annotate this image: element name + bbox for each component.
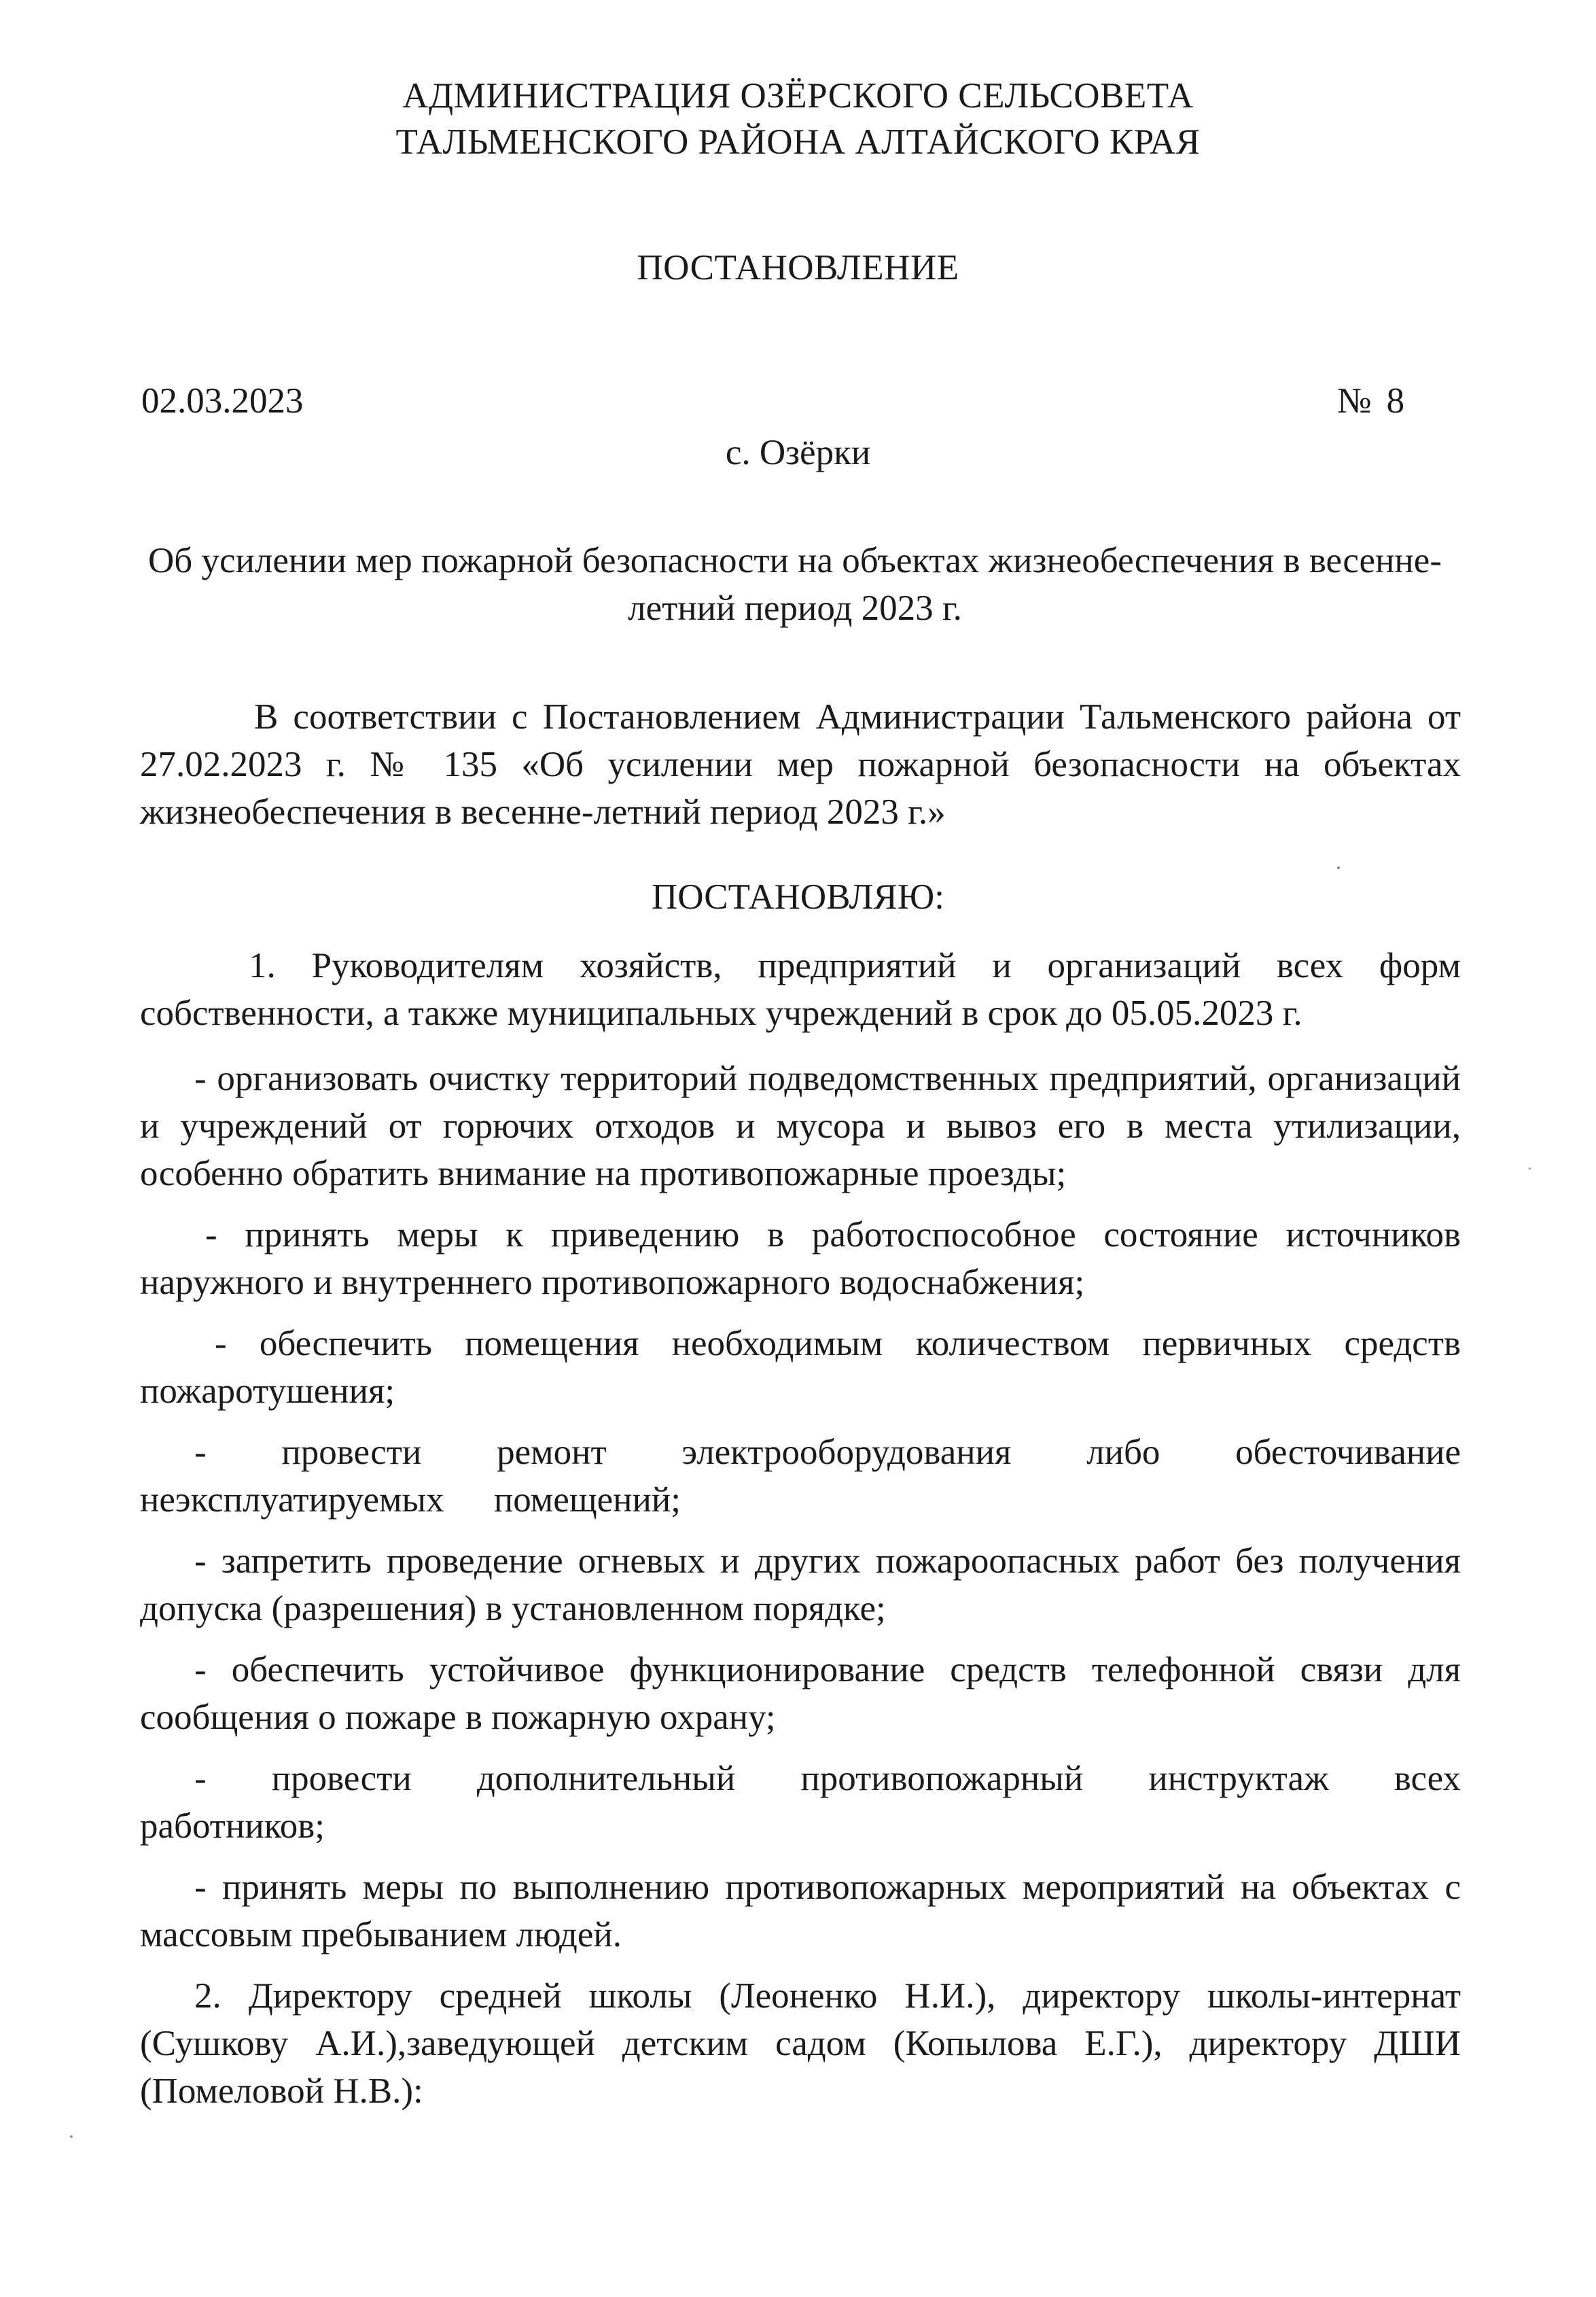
item-1-dash-7: - провести дополнительный противопожарный инструктаж всех работников; (140, 1759, 1461, 1846)
item-1-dash-2: - принять меры к приведению в работоспособное состояние источников наружного и внутреннего противопожарного водоснабжения; (140, 1215, 1461, 1302)
item-1-dash-4: - провести ремонт электрооборудования либо обесточивание неэксплуатируемых помещений; (140, 1433, 1461, 1520)
scan-speck (70, 2135, 73, 2138)
org-name-line2: ТАЛЬМЕНСКОГО РАЙОНА АЛТАЙСКОГО КРАЯ (395, 122, 1201, 162)
document-number (1337, 381, 1404, 421)
decree-heading: ПОСТАНОВЛЯЮ: (652, 877, 944, 917)
item-1-dash-3: - обеспечить помещения необходимым количеством первичных средств пожаротушения; (140, 1324, 1461, 1411)
scan-speck (1337, 866, 1340, 869)
item-1-dash-6: - обеспечить устойчивое функционирование средств телефонной связи для сообщения о пожаре в пожарную охрану; (140, 1650, 1461, 1737)
item-1-dash-8: - принять меры по выполнению противопожарных мероприятий на объектах с массовым пребыванием людей. (140, 1868, 1461, 1954)
intro-text: В соответствии с Постановлением Администрации Тальменского района от 27.02.2023 г. № 135 «Об усилении мер пожарной безопасности на объектах жизнеобеспечения в весенне-летний период 2023 г.» (140, 697, 1461, 832)
number-value: 8 (1386, 381, 1405, 421)
scan-speck (1529, 1168, 1531, 1170)
intro-paragraph (140, 693, 1461, 836)
document-place: с. Озёрки (725, 433, 871, 472)
document-date: 02.03.2023 (141, 381, 304, 421)
org-name-line1: АДМИНИСТРАЦИЯ ОЗЁРСКОГО СЕЛЬСОВЕТА (402, 76, 1194, 116)
item-1-dash-5: - запретить проведение огневых и других пожароопасных работ без получения допуска (разрешения) в установленном порядке; (140, 1541, 1461, 1628)
number-sign: № (1337, 381, 1372, 421)
document-type: ПОСТАНОВЛЕНИЕ (637, 248, 959, 287)
document-subject: Об усилении мер пожарной безопасности на объектах жизнеобеспечения в весенне-летний период 2023 г. (148, 541, 1442, 628)
item-2: 2. Директору средней школы (Леоненко Н.И.), директору школы-интернат (Сушкову А.И.),заведующей детским садом (Копылова Е.Г.), директору ДШИ (Помеловой Н.В.): (140, 1976, 1461, 2111)
item-1-dash-1: - организовать очистку территорий подведомственных предприятий, организаций и учреждений от горючих отходов и мусора и вывоз его в места утилизации, особенно обратить внимание на противопожарные проезды; (140, 1059, 1461, 1193)
item-1: 1. Руководителям хозяйств, предприятий и организаций всех форм собственности, а также муниципальных учреждений в срок до 05.05.2023 г. (140, 946, 1461, 1033)
